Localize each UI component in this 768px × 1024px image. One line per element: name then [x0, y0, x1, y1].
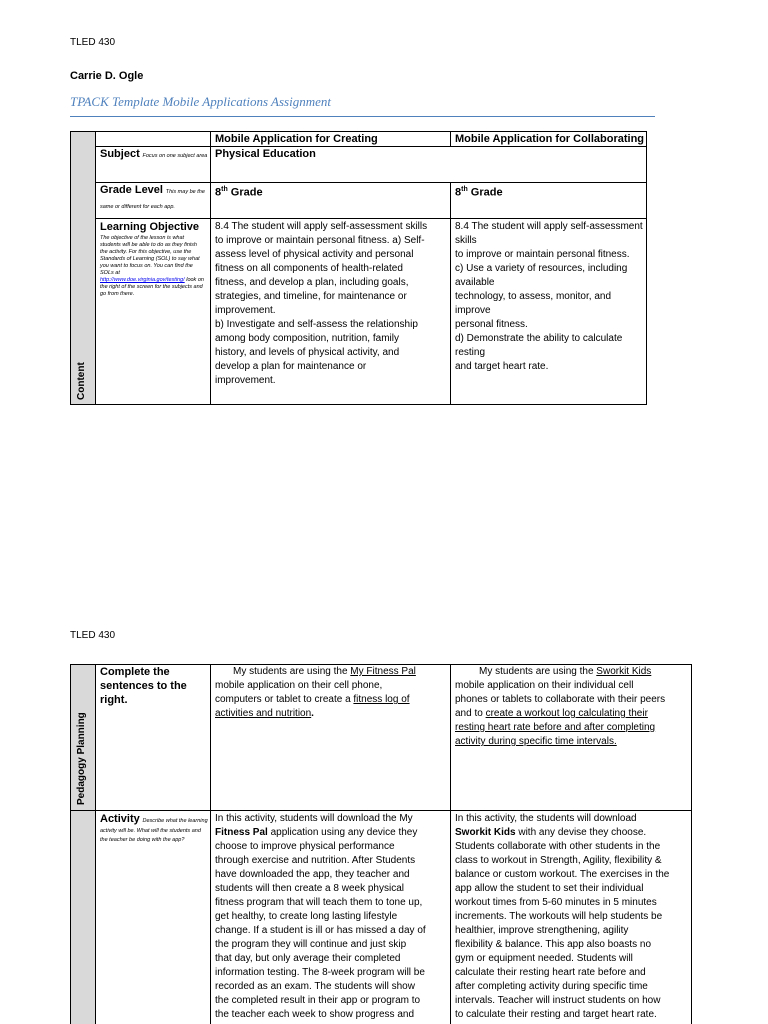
- objective-label: Learning Objective: [100, 221, 200, 233]
- grade-note: This may be the same or different for each app.: [100, 189, 205, 210]
- activity-label: Activity: [100, 813, 140, 825]
- subject-value: Physical Education: [215, 148, 316, 160]
- pedagogy-section-label: Pedagogy Planning: [76, 712, 87, 805]
- activity-collaborating: In this activity, the students will download Sworkit Kids with any devise they choose. Students collaborate with other students in the class to workout in Strength, Agility, flexibility & balance or custom workout. The exercises in the app allow the student to set their individual workout times from 5-60 minutes in 5 minutes increments. The workouts will help students be healthier, improve strengthening, agility flexibility & balance. This app also boasts no gym or equipment needed. Students will calculate their resting heart rate before and after completing activity during specific time intervals. Teacher will instruct students on how to calculate their resting and target heart rate.: [455, 813, 670, 1020]
- activity-note: Describe what the learning activity will be. What will the students and the teacher be doing with the app?: [100, 818, 208, 843]
- sol-link[interactable]: http://www.doe.virginia.gov/testing/: [100, 277, 185, 283]
- page-title: TPACK Template Mobile Applications Assignment: [70, 94, 331, 109]
- course-code: TLED 430: [70, 37, 116, 48]
- grade-label: Grade Level: [100, 184, 163, 196]
- objective-collaborating: 8.4 The student will apply self-assessment skills to improve or maintain personal fitness. c) Use a variety of resources, including available technology, to assess, monitor, and improve personal fitness. d) Demonstrate the ability to calculate resting and target heart rate.: [455, 221, 643, 372]
- course-code-page2: TLED 430: [70, 630, 116, 641]
- col-header-collaborating: Mobile Application for Collaborating: [455, 133, 645, 145]
- content-section-label: Content: [76, 362, 87, 400]
- collab-sentence: My students are using the Sworkit Kids mobile application on their individual cell phones or tablets to collaborate with their peers and to create a workout log calculating their resting heart rate before and after completing activity during specific time intervals.: [455, 666, 666, 747]
- collab-app-name: Sworkit Kids: [596, 666, 652, 677]
- col-header-creating: Mobile Application for Creating: [215, 133, 378, 145]
- subject-note: Focus on one subject area: [142, 153, 208, 159]
- grade-label-cell: [100, 183, 208, 214]
- objective-note: The objective of the lesson is what students will be able to do as they finish the activity. For this objective, use the Standards of Learning (SOL) to say what you want to focus on. You can find the SOLs at http://www.doe.virginia.gov/testing/ look on the right of the screen for the subjects and go from there.: [100, 235, 204, 297]
- subject-label: Subject: [100, 148, 140, 160]
- title-rule: [70, 116, 655, 117]
- creating-sentence: My students are using the My Fitness Pal mobile application on their cell phone, computers or tablet to create a fitness log of activities and nutrition.: [215, 666, 416, 719]
- objective-creating: 8.4 The student will apply self-assessment skills to improve or maintain personal fitness. a) Self- assess level of physical activity and personal fitness on all components of health-related fitness, and develop a plan, including goals, strategies, and timeline, for maintenance or improvement. b) Investigate and self-assess the relationship among body composition, nutrition, family history, and levels of physical activity, and develop a plan for maintenance or improvement.: [215, 221, 428, 386]
- grade-creating: 8th Grade: [215, 186, 263, 199]
- author-name: Carrie D. Ogle: [70, 70, 144, 82]
- complete-sentences-label: Complete the sentences to the right.: [100, 666, 187, 706]
- activity-creating: In this activity, students will download the My Fitness Pal application using any device they choose to improve physical performance through exercise and nutrition. After Students have downloaded the app, they teacher and students will then create a 8 week physical fitness program that will teach them to tone up, get healthy, to create long lasting lifestyle change. If a student is ill or has missed a day of the program they will continue and just skip that day, but only average their completed information testing. The 8-week program will be recorded as an exam. The students will show the completed result in their app or program to the teacher each week to show progress and: [215, 813, 426, 1020]
- subject-label-cell: [100, 147, 208, 163]
- creating-app-name: My Fitness Pal: [350, 666, 416, 677]
- grade-collaborating: 8th Grade: [455, 186, 503, 199]
- activity-label-cell: [100, 812, 208, 844]
